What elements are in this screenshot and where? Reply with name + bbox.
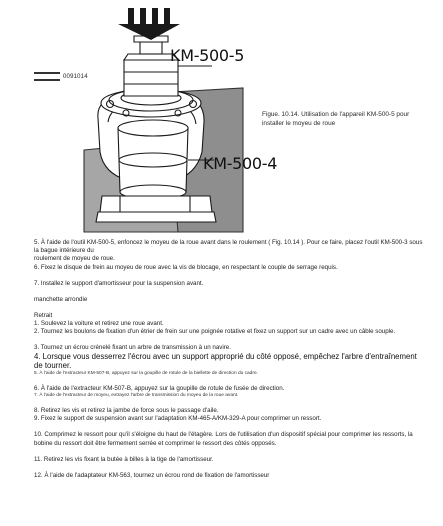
tool-label-km-500-4: KM-500-4: [203, 154, 278, 173]
instruction-line: 4. Lorsque vous desserrez l'écrou avec un support approprié du côté opposé, empêchez l'arbre d'entraînement de tourner.: [34, 352, 417, 371]
instruction-text: [34, 239, 424, 480]
drawing-code-mark-icon: [34, 72, 60, 81]
instruction-line: 5. À l'aide de l'outil KM-500-5, enfoncez le moyeu de la roue avant dans le roulement ( Fig. 10.14 ). Pour ce faire, placez l'outil KM-500-3 sous la bague intérieure du: [34, 239, 423, 255]
instruction-line: Retrait: [34, 311, 53, 319]
instruction-line: roulement de moyeu de roue.: [34, 255, 115, 263]
instruction-line: 2. Tournez les boulons de fixation d'un étrier de frein sur une poignée rotative et fixez un support sur un cadre avec un câble souple.: [34, 328, 396, 336]
instruction-line: 6. À l'aide de l'extracteur KM-507-B, appuyez sur la goupille de rotule de fusée de direction.: [34, 384, 285, 392]
drawing-code-text: 0091014: [63, 73, 88, 80]
instruction-line: manchette arrondie: [34, 295, 88, 303]
instruction-line: 1. Soulevez la voiture et retirez une roue avant.: [34, 319, 164, 327]
hub-installation-figure: [0, 0, 443, 235]
instruction-line: 3. Tournez un écrou crénelé fixant un arbre de transmission à un navire.: [34, 344, 231, 352]
instruction-line: 7. Installez le support d'amortisseur pour la suspension avant.: [34, 279, 204, 287]
tool-label-km-500-5: KM-500-5: [170, 46, 245, 65]
instruction-line: 12. À l'aide de l'adaptateur KM-563, tournez un écrou rond de fixation de l'amortisseur: [34, 471, 270, 479]
instruction-line: 11. Retirez les vis fixant la butée à billes à la tige de l'amortisseur.: [34, 455, 214, 463]
figure-caption: Figue. 10.14. Utilisation de l'appareil KM-500-5 pour installer le moyeu de roue: [262, 111, 410, 127]
instruction-line: 6. Fixez le disque de frein au moyeu de roue avec la vis de blocage, en respectant le couple de serrage requis.: [34, 263, 338, 271]
drawing-code: [34, 72, 88, 81]
press-arrow-icon: [118, 8, 180, 40]
instruction-line: 9. Fixez le support de suspension avant sur l'adaptation KM-465-A/KM-329-A pour comprimer un ressort.: [34, 415, 322, 423]
instruction-line: 10. Comprimez le ressort pour qu'il s'éloigne du haut de l'étagère. Lors de l'utilisation d'un dispositif spécial pour comprimer les ressorts, la bobine du ressort doit être fermement serrée et comprimer le ressort des côtés opposés.: [34, 431, 413, 447]
instruction-line: 5. À l'aide de l'extracteur KM-507-B, appuyez sur la goupille de rotule de la biellette de direction du cadre.: [34, 370, 258, 376]
instruction-line: 7. À l'aide de l'extracteur de moyeu, extrayez l'arbre de transmission du moyeu de la roue avant.: [34, 393, 239, 399]
instruction-line: 8. Retirez les vis et retirez la jambe de force sous le passage d'aile.: [34, 407, 219, 415]
